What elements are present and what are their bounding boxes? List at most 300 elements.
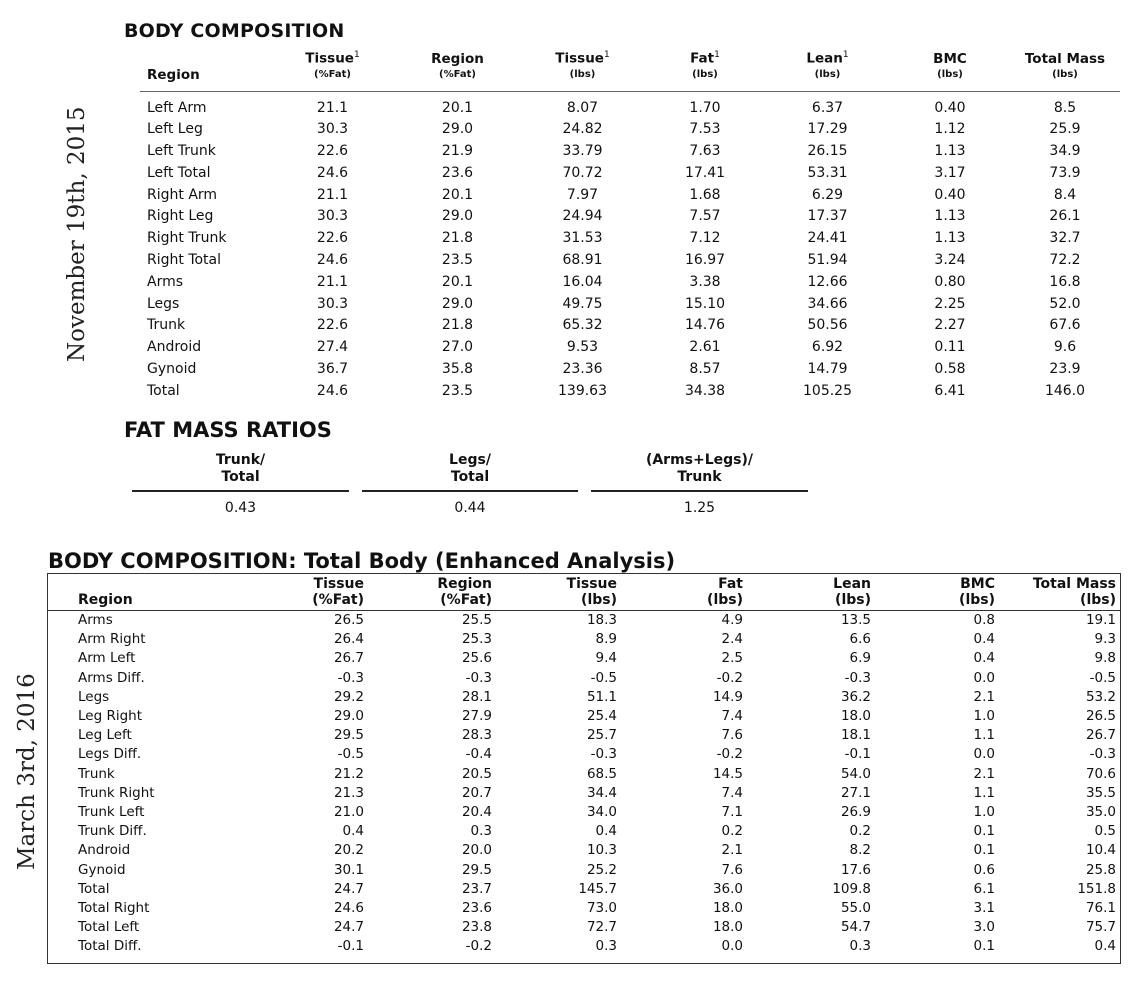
column-unit: (lbs): [1080, 592, 1116, 608]
table-cell: 6.37: [811, 99, 844, 116]
table-cell: 6.29: [811, 186, 844, 203]
table-cell: 3.24: [934, 252, 966, 269]
table-cell: 2.1: [973, 688, 995, 705]
row-label: Right Arm: [147, 186, 218, 203]
row-label: Arms: [147, 273, 184, 290]
row-label: Right Trunk: [147, 230, 227, 247]
table-cell: 23.6: [441, 164, 474, 181]
table-cell: 20.2: [333, 842, 364, 859]
table-cell: 0.5: [1094, 823, 1116, 840]
table-cell: 21.1: [316, 273, 349, 290]
table-cell: 0.4: [342, 823, 364, 840]
table-cell: 15.10: [684, 295, 726, 312]
table-cell: 2.1: [973, 765, 995, 782]
table-cell: -0.4: [465, 746, 492, 763]
ratio-label-bottom: Total: [221, 469, 260, 485]
ratio-label-bottom: Total: [450, 469, 490, 485]
table-cell: -0.2: [716, 669, 743, 686]
table-cell: 2.25: [934, 295, 966, 312]
table-row: [140, 315, 1120, 337]
table-cell: 75.7: [1085, 919, 1116, 936]
column-header: [1010, 47, 1120, 91]
column-name: Lean: [806, 50, 843, 67]
table-cell: 33.79: [562, 143, 603, 160]
column-header: [258, 574, 368, 611]
column-name: Total Mass: [1032, 576, 1116, 592]
column-unit: (lbs): [1052, 68, 1078, 80]
table-cell: 18.0: [712, 900, 743, 917]
table-cell: 24.41: [807, 230, 848, 247]
table-cell: 49.75: [562, 295, 603, 312]
table-row: [48, 841, 1120, 860]
table-cell: 139.63: [558, 382, 607, 399]
column-header: [270, 47, 395, 91]
table-cell: 2.1: [721, 842, 743, 859]
table-cell: 0.1: [973, 938, 995, 955]
table-cell: 20.1: [441, 99, 474, 116]
table-cell: 53.31: [807, 164, 848, 181]
table-cell: 13.5: [840, 612, 871, 628]
table-cell: 18.1: [840, 727, 871, 744]
table-cell: 0.3: [470, 823, 492, 840]
table-cell: 0.2: [849, 823, 871, 840]
table-cell: 1.13: [934, 230, 966, 247]
column-unit: (lbs): [692, 68, 718, 80]
table-cell: 0.8: [973, 612, 995, 628]
table-cell: 3.38: [689, 273, 721, 290]
column-name: Region: [147, 66, 200, 83]
column-unit: (lbs): [959, 592, 995, 608]
table-cell: 22.6: [316, 317, 349, 334]
table-cell: -0.3: [844, 669, 871, 686]
table-cell: 7.97: [566, 186, 599, 203]
table-cell: 7.53: [689, 121, 721, 138]
table-cell: 29.0: [441, 121, 474, 138]
table-cell: 20.7: [461, 784, 492, 801]
column-unit: (%Fat): [439, 68, 476, 80]
ratio-value: 1.25: [683, 500, 716, 516]
table-cell: -0.3: [1089, 746, 1116, 763]
footnote-marker: 1: [842, 50, 849, 60]
table-cell: 10.4: [1085, 842, 1116, 859]
table-cell: 19.1: [1085, 612, 1116, 628]
table-cell: 24.6: [333, 900, 364, 917]
table-cell: 29.0: [441, 295, 474, 312]
table-cell: 25.6: [461, 650, 492, 667]
table-row: [140, 337, 1120, 359]
table-cell: 55.0: [840, 900, 871, 917]
table-cell: -0.5: [1089, 669, 1116, 686]
column-unit: (lbs): [937, 68, 963, 80]
column-name: Lean: [833, 576, 871, 592]
row-label: Gynoid: [78, 861, 126, 878]
table-cell: 9.6: [1053, 339, 1077, 356]
table-cell: 68.5: [586, 765, 617, 782]
table-cell: 21.1: [316, 99, 349, 116]
table-cell: 10.3: [586, 842, 617, 859]
table-row: [140, 250, 1120, 272]
table-cell: 20.4: [461, 804, 492, 821]
table-cell: 1.13: [934, 208, 966, 225]
table-cell: 8.07: [566, 99, 599, 116]
table-cell: 24.6: [316, 164, 349, 181]
column-name: Region: [78, 592, 133, 608]
table-cell: 14.76: [684, 317, 726, 334]
row-label: Leg Right: [78, 708, 142, 725]
table-cell: 0.3: [595, 938, 617, 955]
table-cell: 26.9: [840, 804, 871, 821]
table-cell: 27.4: [316, 339, 349, 356]
table-cell: 28.3: [461, 727, 492, 744]
table-row: [48, 745, 1120, 764]
table-cell: 7.6: [721, 861, 743, 878]
table-row: [140, 91, 1120, 119]
ratio-label-top: Legs/: [449, 452, 491, 468]
table-cell: 7.4: [721, 708, 743, 725]
column-header: [645, 47, 765, 91]
table-cell: 73.0: [586, 900, 617, 917]
table-cell: 23.5: [441, 382, 474, 399]
table-cell: 3.1: [973, 900, 995, 917]
row-label: Trunk Diff.: [78, 823, 147, 840]
column-unit: (%Fat): [312, 592, 364, 608]
table-row: [140, 272, 1120, 294]
table-cell: 24.7: [333, 919, 364, 936]
row-label: Trunk: [147, 317, 186, 334]
table-row: [140, 359, 1120, 381]
table-cell: 24.94: [562, 208, 603, 225]
column-unit: (lbs): [707, 592, 743, 608]
table-cell: 9.3: [1094, 631, 1116, 648]
table-cell: 0.40: [934, 186, 966, 203]
table-cell: 25.5: [461, 612, 492, 628]
table-cell: 70.6: [1085, 765, 1116, 782]
table-row: [140, 206, 1120, 228]
table-cell: 21.1: [316, 186, 349, 203]
table-cell: 8.4: [1053, 186, 1077, 203]
table-cell: 9.53: [566, 339, 599, 356]
table-cell: 8.57: [689, 361, 721, 378]
table-cell: 7.1: [721, 804, 743, 821]
column-unit: (lbs): [569, 68, 596, 80]
enhanced-analysis-title: BODY COMPOSITION: Total Body (Enhanced Analysis): [48, 549, 676, 573]
table-cell: 67.6: [1049, 317, 1081, 334]
table-row: [48, 688, 1120, 707]
table-cell: 23.8: [461, 919, 492, 936]
footnote-marker: 1: [714, 50, 720, 60]
table-cell: 36.7: [316, 361, 349, 378]
table-cell: 12.66: [807, 273, 848, 290]
fat-mass-ratios-title: FAT MASS RATIOS: [124, 418, 332, 442]
column-header: [875, 574, 999, 611]
table-cell: 0.4: [595, 823, 617, 840]
table-cell: 18.0: [712, 919, 743, 936]
table-row: [48, 726, 1120, 745]
table-row: [48, 611, 1120, 631]
table-cell: 70.72: [562, 164, 603, 181]
table-cell: 6.1: [973, 880, 995, 897]
table-cell: 36.2: [840, 688, 871, 705]
column-name: Tissue: [305, 50, 354, 67]
table-cell: 105.25: [803, 382, 852, 399]
table-row: [48, 918, 1120, 937]
row-label: Total Diff.: [78, 938, 142, 955]
table-cell: 34.4: [586, 784, 617, 801]
table-cell: -0.3: [465, 669, 492, 686]
table-row: [140, 228, 1120, 250]
table-cell: 20.5: [461, 765, 492, 782]
table-cell: 7.4: [721, 784, 743, 801]
table-row: [48, 822, 1120, 841]
table-cell: 51.94: [807, 252, 848, 269]
column-unit: (%Fat): [314, 68, 351, 80]
row-label: Right Leg: [147, 208, 214, 225]
column-name: Region: [437, 576, 492, 592]
table-cell: -0.5: [590, 669, 617, 686]
row-label: Trunk Right: [78, 784, 155, 801]
row-label: Trunk Left: [78, 804, 145, 821]
table-cell: 6.92: [811, 339, 844, 356]
table-cell: 32.7: [1049, 230, 1081, 247]
table-cell: 24.6: [316, 252, 349, 269]
table-row: [140, 185, 1120, 207]
table-row: [48, 861, 1120, 880]
table-cell: 151.8: [1077, 880, 1116, 897]
table-cell: 18.0: [840, 708, 871, 725]
table-cell: 27.0: [441, 339, 474, 356]
table-cell: 0.6: [973, 861, 995, 878]
date-label-2015: November 19th, 2015: [64, 106, 90, 362]
column-unit: (lbs): [835, 592, 871, 608]
row-label: Total Right: [78, 900, 150, 917]
table-cell: -0.3: [337, 669, 364, 686]
table-cell: 0.2: [721, 823, 743, 840]
ratio-value: 0.44: [454, 500, 486, 516]
table-cell: 0.1: [973, 842, 995, 859]
table-cell: 0.11: [934, 339, 966, 356]
table-cell: 17.41: [684, 164, 726, 181]
table-cell: 8.5: [1053, 99, 1077, 116]
table-row: [140, 119, 1120, 141]
table-row: [48, 880, 1120, 899]
table-cell: 1.68: [689, 186, 721, 203]
table-cell: 36.0: [712, 880, 743, 897]
row-label: Legs: [147, 295, 180, 312]
table-cell: 2.27: [934, 317, 966, 334]
ratio-armslegs-trunk: [591, 452, 808, 516]
row-label: Total Left: [78, 919, 140, 936]
table-cell: 21.0: [333, 804, 364, 821]
column-unit: (%Fat): [440, 592, 492, 608]
row-label: Arm Left: [78, 650, 136, 667]
table-cell: 24.6: [316, 382, 349, 399]
table-cell: 21.8: [441, 230, 474, 247]
table-cell: -0.3: [590, 746, 617, 763]
table-cell: 7.57: [689, 208, 721, 225]
table-cell: 1.13: [934, 143, 966, 160]
table-cell: 18.3: [586, 612, 617, 628]
ratio-label-top: (Arms+Legs)/: [645, 452, 754, 468]
column-name: BMC: [960, 576, 995, 592]
table-cell: 34.66: [807, 295, 848, 312]
table-cell: 26.7: [333, 650, 364, 667]
table-cell: 26.1: [1049, 208, 1081, 225]
table-row: [140, 141, 1120, 163]
table-cell: 20.1: [441, 186, 474, 203]
row-label: Legs Diff.: [78, 746, 142, 763]
table-cell: 17.29: [807, 121, 848, 138]
column-header: [765, 47, 890, 91]
column-unit: (lbs): [814, 68, 841, 80]
column-header: [496, 574, 621, 611]
table-cell: 23.9: [1049, 361, 1081, 378]
table-cell: 2.61: [689, 339, 721, 356]
column-name: BMC: [933, 50, 967, 67]
table-cell: 23.36: [562, 361, 603, 378]
column-header: [368, 574, 496, 611]
table-cell: 29.2: [333, 688, 364, 705]
table-cell: 34.9: [1049, 143, 1081, 160]
table-cell: -0.1: [337, 938, 364, 955]
date-label-2016: March 3rd, 2016: [14, 673, 40, 870]
table-cell: 9.4: [595, 650, 617, 667]
table-cell: 0.4: [973, 631, 995, 648]
table-cell: 1.70: [689, 99, 721, 116]
ratio-label-top: Trunk/: [215, 452, 266, 468]
table-cell: 7.6: [721, 727, 743, 744]
ratio-trunk-total: [132, 452, 349, 516]
row-label: Arms: [78, 612, 113, 628]
table-cell: 22.6: [316, 143, 349, 160]
table-row: [48, 784, 1120, 803]
ratio-label-bottom: Trunk: [677, 469, 722, 485]
table-cell: 6.41: [934, 382, 966, 399]
row-label: Left Arm: [147, 99, 207, 116]
table-cell: 1.0: [973, 708, 995, 725]
column-name: Tissue: [555, 50, 604, 67]
table-row: [48, 765, 1120, 784]
column-header: [395, 47, 520, 91]
column-name: Tissue: [566, 576, 617, 592]
table-cell: 34.0: [586, 804, 617, 821]
table-cell: 35.8: [441, 361, 474, 378]
table-cell: 23.6: [461, 900, 492, 917]
table-cell: 0.58: [934, 361, 966, 378]
enhanced-analysis-panel: [47, 573, 1121, 964]
table-cell: 23.7: [461, 880, 492, 897]
table-cell: 21.3: [333, 784, 364, 801]
row-label: Leg Left: [78, 727, 132, 744]
ratio-legs-total: [362, 452, 578, 516]
table-cell: 51.1: [586, 688, 617, 705]
table-row: [140, 294, 1120, 316]
table-cell: 2.5: [721, 650, 743, 667]
row-label: Android: [147, 339, 202, 356]
table-cell: 20.1: [441, 273, 474, 290]
table-cell: 145.7: [578, 880, 617, 897]
table-cell: -0.2: [465, 938, 492, 955]
table-cell: 7.12: [689, 230, 721, 247]
column-name: Total Mass: [1024, 50, 1106, 67]
table-row: [48, 630, 1120, 649]
column-name: Fat: [718, 576, 743, 592]
body-composition-table-2015: [140, 47, 1120, 403]
table-cell: 53.2: [1085, 688, 1116, 705]
table-cell: 17.37: [807, 208, 848, 225]
table-cell: 72.2: [1049, 252, 1081, 269]
column-header: [999, 574, 1120, 611]
table-cell: 29.0: [333, 708, 364, 725]
footnote-marker: 1: [603, 50, 610, 60]
table-cell: 23.5: [441, 252, 474, 269]
table-row: [140, 163, 1120, 185]
table-cell: 52.0: [1049, 295, 1081, 312]
table-cell: 29.5: [461, 861, 492, 878]
column-header: [890, 47, 1010, 91]
table-cell: 0.40: [934, 99, 966, 116]
column-header: [520, 47, 645, 91]
row-label: Left Leg: [147, 121, 203, 138]
table-cell: 21.9: [441, 143, 474, 160]
column-header: [48, 574, 258, 611]
table-cell: 0.0: [973, 669, 995, 686]
table-cell: 20.0: [461, 842, 492, 859]
table-cell: 6.6: [849, 631, 871, 648]
table-cell: 22.6: [316, 230, 349, 247]
table-cell: 6.9: [849, 650, 871, 667]
table-cell: 2.4: [721, 631, 743, 648]
table-cell: 27.1: [840, 784, 871, 801]
table-cell: 0.4: [973, 650, 995, 667]
table-cell: 30.3: [316, 208, 349, 225]
table-cell: 25.4: [586, 708, 617, 725]
column-header: [747, 574, 875, 611]
table-cell: 9.8: [1094, 650, 1116, 667]
table-cell: 68.91: [562, 252, 603, 269]
table-cell: 1.1: [973, 784, 995, 801]
table-cell: 54.0: [840, 765, 871, 782]
table-cell: 31.53: [562, 230, 603, 247]
row-label: Left Total: [147, 164, 211, 181]
table-cell: 24.7: [333, 880, 364, 897]
table-cell: 54.7: [840, 919, 871, 936]
table-cell: 0.0: [721, 938, 743, 955]
ratio-value: 0.43: [224, 500, 257, 516]
table-cell: 0.3: [849, 938, 871, 955]
table-cell: 17.6: [840, 861, 871, 878]
column-header: [140, 47, 270, 91]
row-label: Total: [147, 382, 180, 399]
table-cell: 27.9: [461, 708, 492, 725]
table-cell: 30.3: [316, 295, 349, 312]
table-cell: 16.8: [1049, 273, 1081, 290]
table-cell: 14.9: [712, 688, 743, 705]
table-cell: 25.7: [586, 727, 617, 744]
table-row: [48, 937, 1120, 956]
row-label: Android: [78, 842, 131, 859]
table-cell: 21.2: [333, 765, 364, 782]
table-cell: 26.5: [1085, 708, 1116, 725]
column-name: Region: [431, 50, 484, 67]
table-cell: 35.0: [1085, 804, 1116, 821]
body-composition-title: BODY COMPOSITION: [124, 20, 345, 42]
table-cell: 25.8: [1085, 861, 1116, 878]
table-cell: -0.5: [337, 746, 364, 763]
column-header: [621, 574, 747, 611]
table-cell: 50.56: [807, 317, 848, 334]
table-cell: 4.9: [721, 612, 743, 628]
row-label: Arm Right: [78, 631, 146, 648]
